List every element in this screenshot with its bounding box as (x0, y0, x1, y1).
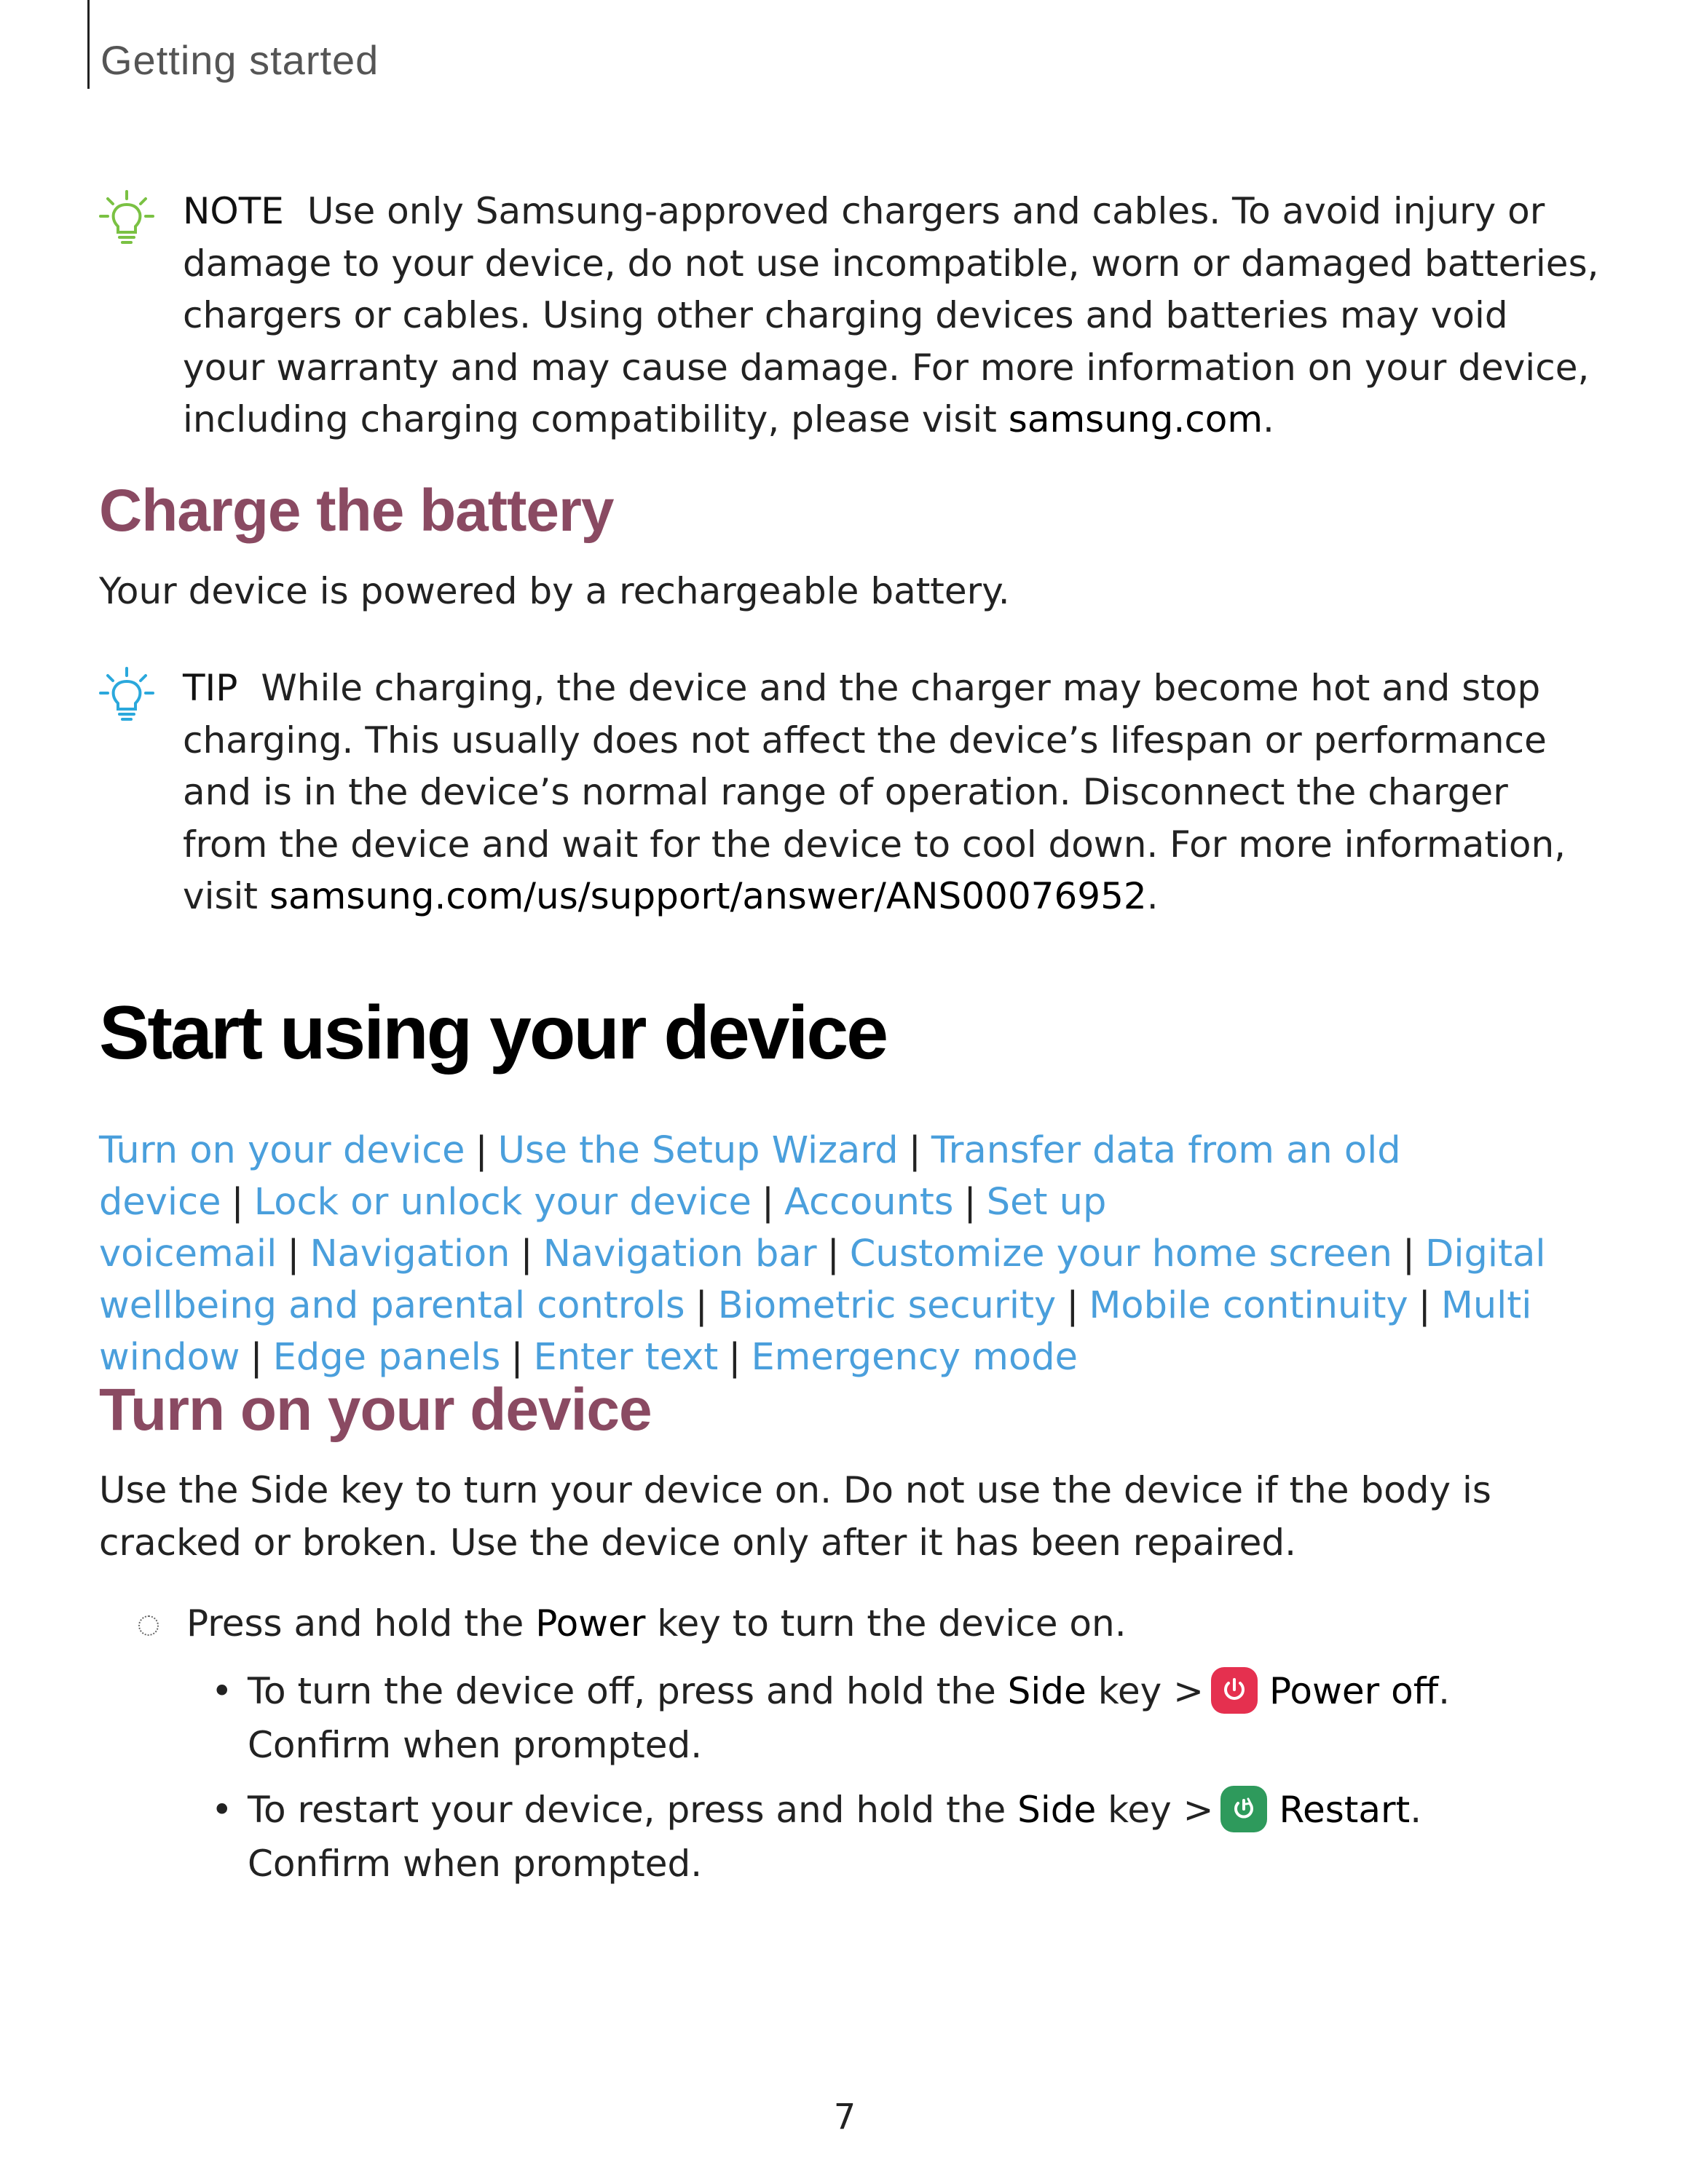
step-circle-icon (138, 1615, 159, 1636)
toc-link[interactable]: Edge panels (272, 1336, 501, 1379)
power-icon (1211, 1667, 1258, 1714)
toc-separator: | (231, 1181, 244, 1224)
toc-link[interactable]: Lock or unlock your device (253, 1181, 752, 1224)
side-key-label: Side (1017, 1789, 1097, 1831)
toc-separator: | (287, 1233, 300, 1275)
bullet-end: . (1410, 1789, 1422, 1831)
chapter-toc (99, 1125, 1599, 1383)
page-number: 7 (833, 2097, 856, 2137)
turn-on-heading: Turn on your device (99, 1377, 652, 1443)
toc-separator: | (475, 1129, 488, 1172)
toc-link[interactable]: Biometric security (717, 1284, 1057, 1327)
step-text: Press and hold the (186, 1602, 524, 1645)
toc-link[interactable]: Emergency mode (751, 1336, 1078, 1379)
toc-link[interactable]: Accounts (784, 1181, 954, 1224)
toc-separator: | (510, 1336, 524, 1379)
toc-separator: | (827, 1233, 840, 1275)
toc-link[interactable]: Transfer data from an old device (99, 1129, 1401, 1224)
side-key-label: Side (1007, 1670, 1086, 1712)
step-item (138, 1598, 1127, 1650)
bullet-confirm: Confirm when prompted. (248, 1724, 703, 1766)
charge-body: Your device is powered by a rechargeable battery. (99, 570, 1010, 612)
tip-end: . (1146, 875, 1159, 917)
chapter-title: Start using your device (99, 991, 887, 1075)
restart-label: Restart (1279, 1789, 1411, 1831)
toc-link[interactable]: Navigation bar (543, 1233, 817, 1275)
toc-link[interactable]: Customize your home screen (849, 1233, 1392, 1275)
note-label: NOTE (183, 190, 284, 232)
toc-separator: | (728, 1336, 741, 1379)
note-text: Use only Samsung-approved chargers and cables. To avoid injury or damage to your device, do not use incompatible, worn or damaged batteries, chargers or cables. Using other charging devices and batteries may void your warranty and may cause damage. For more information on your device, including charging compatibility, please visit (183, 190, 1599, 440)
bullet-power-off (211, 1664, 1450, 1772)
bullet-text: To turn the device off, press and hold the (248, 1670, 996, 1712)
toc-separator: | (1066, 1284, 1079, 1327)
note-callout (99, 186, 1599, 446)
lightbulb-icon (99, 190, 154, 245)
running-head: Getting started (100, 37, 379, 83)
power-key-label: Power (535, 1602, 646, 1645)
bullet-glyph: • (211, 1670, 233, 1712)
tip-text: While charging, the device and the charger may become hot and stop charging. This usually does not affect the device’s lifespan or performance and is in the device’s normal range of operation. Disconnect the charger from the device and wait for the device to cool down. For more information, visit (183, 667, 1566, 917)
header-rule (87, 0, 90, 89)
bullet-glyph: • (211, 1789, 233, 1831)
toc-link[interactable]: Mobile continuity (1089, 1284, 1408, 1327)
restart-icon (1220, 1786, 1267, 1832)
toc-separator: | (908, 1129, 921, 1172)
bullet-text-mid: key > (1108, 1789, 1214, 1831)
toc-separator: | (963, 1181, 977, 1224)
toc-link[interactable]: Enter text (533, 1336, 719, 1379)
toc-link[interactable]: Turn on your device (99, 1129, 465, 1172)
toc-link[interactable]: Use the Setup Wizard (497, 1129, 899, 1172)
power-off-label: Power off (1269, 1670, 1439, 1712)
bullet-restart (211, 1783, 1421, 1891)
bullet-confirm: Confirm when prompted. (248, 1843, 703, 1885)
bullet-text: To restart your device, press and hold the (248, 1789, 1006, 1831)
tip-callout (99, 662, 1599, 923)
tip-link[interactable]: samsung.com/us/support/answer/ANS00076952 (269, 875, 1147, 917)
toc-link[interactable]: Navigation (309, 1233, 510, 1275)
step-text-end: key to turn the device on. (657, 1602, 1127, 1645)
toc-link[interactable]: Set up voicemail (99, 1181, 1107, 1275)
bullet-text-mid: key > (1097, 1670, 1204, 1712)
charge-heading: Charge the battery (99, 478, 614, 544)
toc-separator: | (520, 1233, 533, 1275)
note-end: . (1263, 398, 1274, 440)
tip-label: TIP (183, 667, 238, 709)
note-link[interactable]: samsung.com (1008, 398, 1263, 440)
toc-separator: | (695, 1284, 708, 1327)
toc-separator: | (1418, 1284, 1431, 1327)
toc-separator: | (1402, 1233, 1416, 1275)
toc-separator: | (250, 1336, 263, 1379)
toc-link[interactable]: Multi window (99, 1284, 1532, 1379)
turn-on-body: Use the Side key to turn your device on. Do not use the device if the body is cracked or broken. Use the device only after it has been repaired. (99, 1469, 1491, 1564)
toc-separator: | (761, 1181, 775, 1224)
lightbulb-icon (99, 667, 154, 722)
toc-link[interactable]: Digital wellbeing and parental controls (99, 1233, 1546, 1327)
bullet-end: . (1438, 1670, 1451, 1712)
